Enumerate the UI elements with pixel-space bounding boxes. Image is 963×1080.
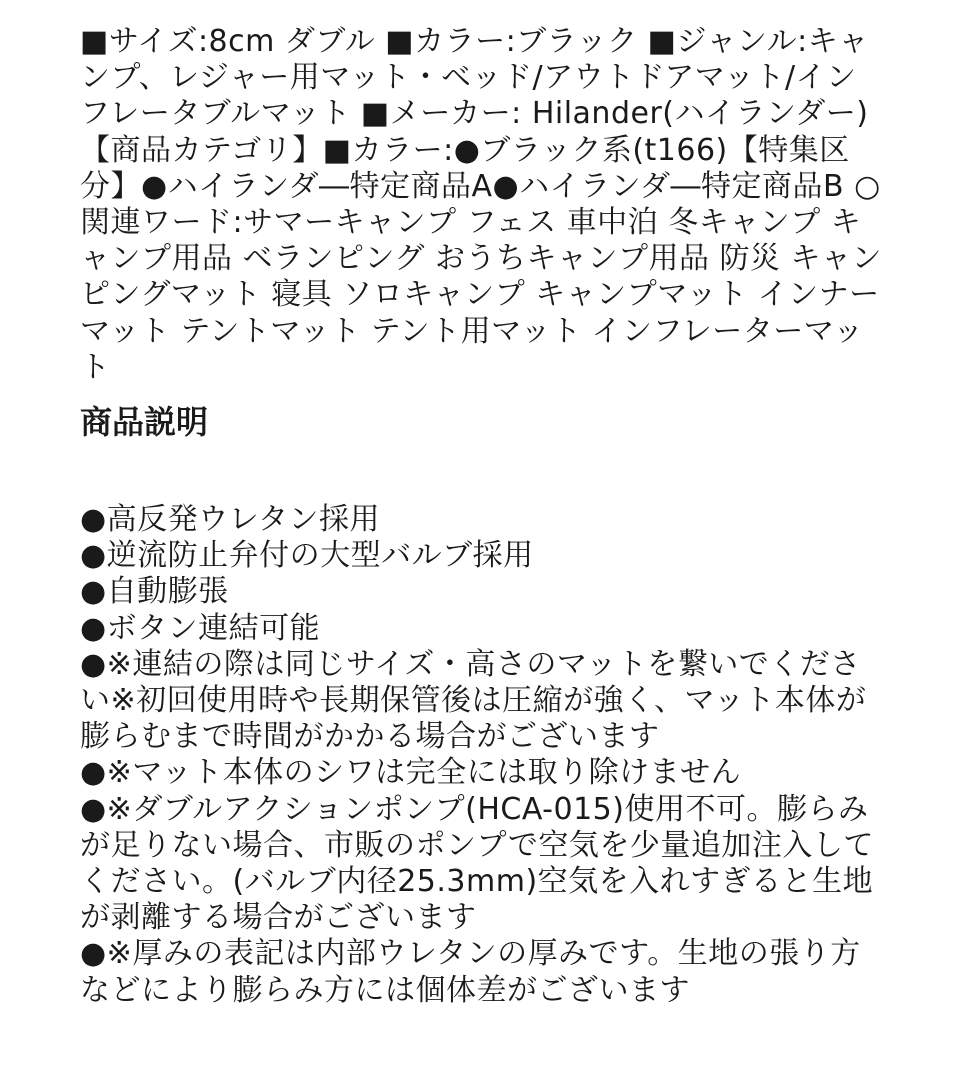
product-spec-text: ■サイズ:8cm ダブル ■カラー:ブラック ■ジャンル:キャンプ、レジャー用マット・ベッド/アウトドアマット/インフレータブルマット ■メーカー: Hilander(ハイランダー) 【商品カテゴリ】■カラー:●ブラック系(t166)【特集区分】●ハイランダ―特定商品A●ハイランダ―特定商品B ○関連ワード:サマーキャンプ フェス 車中泊 冬キャンプ キャンプ用品 ベランピング おうちキャンプ用品 防災 キャンピングマット 寝具 ソロキャンプ キャンプマット インナーマット テントマット テント用マット インフレーターマット — [80, 24, 883, 385]
description-item: ●逆流防止弁付の大型バルブ採用 — [80, 538, 534, 574]
description-item: ●※連結の際は同じサイズ・高さのマットを繋いでください※初回使用時や長期保管後は圧縮が強く、マット本体が膨らむまで時間がかかる場合がございます — [80, 646, 867, 755]
description-item: ●ボタン連結可能 — [80, 610, 321, 646]
description-list — [80, 502, 883, 1009]
section-title: 商品説明 — [80, 403, 209, 442]
description-item: ●※厚みの表記は内部ウレタンの厚みです。生地の張り方などにより膨らみ方には個体差がございます — [80, 936, 861, 1008]
description-item: ●※ダブルアクションポンプ(HCA-015)使用不可。膨らみが足りない場合、市販のポンプで空気を少量追加注入してください。(バルブ内径25.3mm)空気を入れすぎると生地が剥離する場合がございます — [80, 791, 874, 936]
description-item: ●※マット本体のシワは完全には取り除けません — [80, 755, 742, 791]
description-item: ●高反発ウレタン採用 — [80, 502, 380, 538]
description-item: ●自動膨張 — [80, 574, 229, 610]
